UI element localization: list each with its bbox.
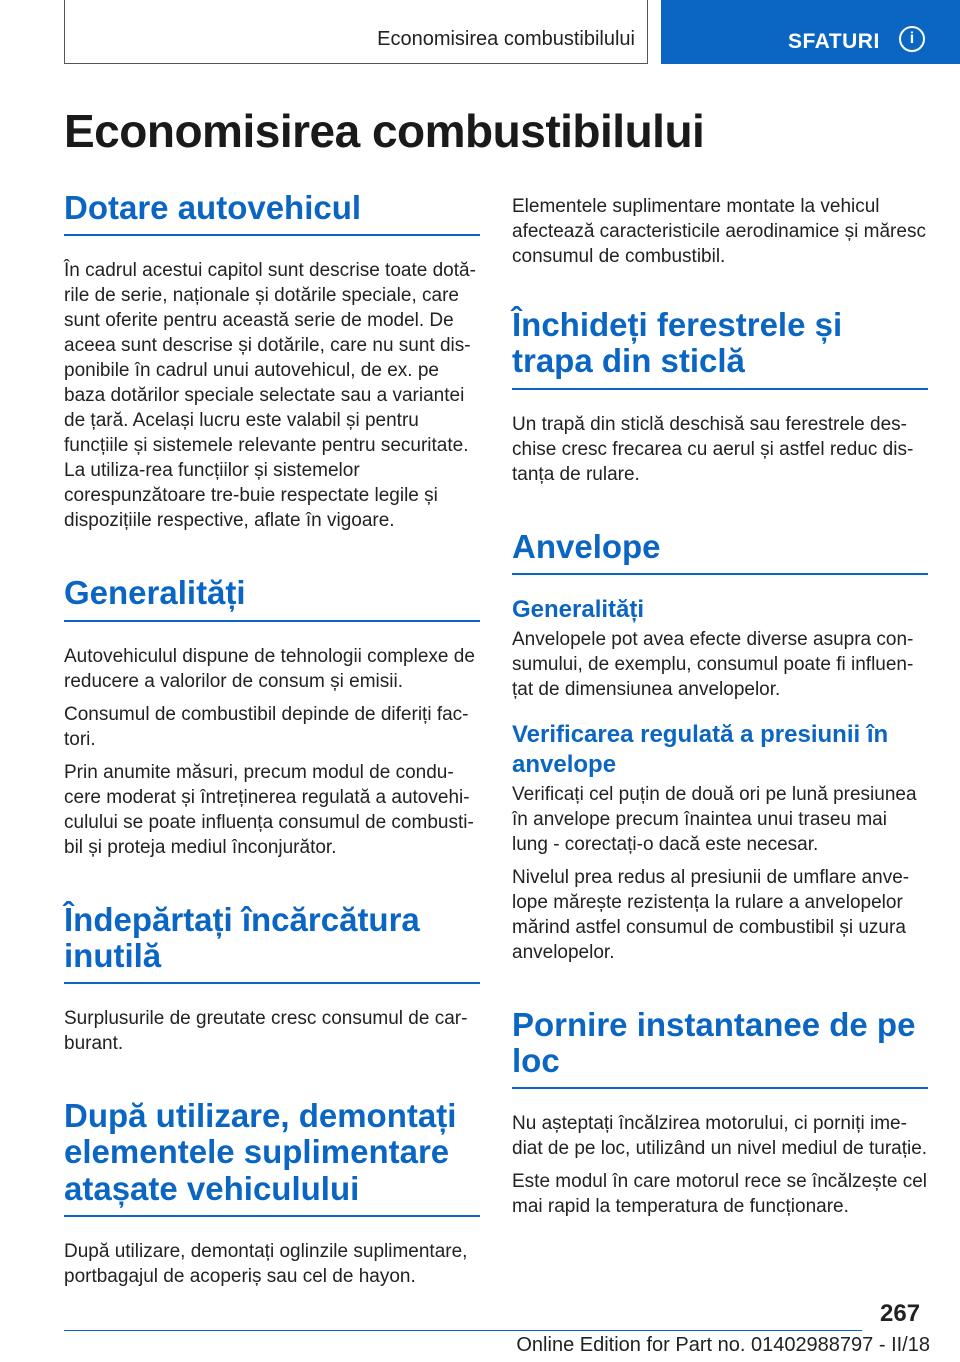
heading-anvelope: Anvelope: [512, 529, 928, 575]
footer-edition: Online Edition for Part no. 01402988797 - II/18: [516, 1334, 930, 1356]
paragraph: Nu așteptați încălzirea motorului, ci porniți ime-diat de pe loc, utilizând un nivel mediul de turație.: [512, 1113, 928, 1160]
page-title: Economisirea combustibilului: [64, 105, 705, 157]
heading-dupa-utilizare: După utilizare, demontați elementele suplimentare atașate vehiculului: [64, 1098, 480, 1217]
paragraph: Elementele suplimentare montate la vehicul afectează caracteristicile aerodinamice și măresc consumul de combustibil.: [512, 196, 926, 267]
header-section-title: Economisirea combustibilului: [377, 28, 635, 50]
header-tab-sfaturi[interactable]: [661, 0, 960, 64]
heading-dotare-autovehicul: Dotare autovehicul: [64, 190, 480, 236]
paragraph: După utilizare, demontați oglinzile suplimentare, portbagajul de acoperiș sau cel de hayon.: [64, 1241, 468, 1288]
heading-indepartati-incarcatura: Îndepărtați încărcătura inutilă: [64, 902, 480, 985]
heading-inchideti-ferestrele: Închideți ferestrele și trapa din sticlă: [512, 307, 928, 390]
header-tab-label: SFATURI: [788, 30, 880, 53]
paragraph: Nivelul prea redus al presiunii de umflare anve-lope mărește rezistența la rulare a anvelopelor mărind astfel consumul de combustibil și uzura anvelopelor.: [512, 866, 910, 963]
paragraph: Prin anumite măsuri, precum modul de condu-cere moderat și întreținerea regulată a autovehi-culului se poate influența consumul de combusti-bil și proteja mediul înconjurător.: [64, 761, 474, 858]
right-column: [512, 190, 928, 1219]
heading-generalitati: Generalități: [64, 575, 480, 621]
subheading-verificarea-presiunii: Verificarea regulată a presiunii în anvelope: [512, 720, 889, 778]
header-section-box: [64, 0, 648, 64]
footer-divider: [64, 1330, 862, 1331]
paragraph: Surplusurile de greutate cresc consumul de car-burant.: [64, 1008, 468, 1055]
paragraph: Autovehiculul dispune de tehnologii complexe de reducere a valorilor de consum și emisii.: [64, 645, 475, 692]
heading-pornire-instantanee: Pornire instantanee de pe loc: [512, 1007, 928, 1090]
paragraph: Este modul în care motorul rece se încălzește cel mai rapid la temperatura de funcționare.: [512, 1171, 928, 1218]
paragraph: Anvelopele pot avea efecte diverse asupra con-sumului, de exemplu, consumul poate fi influen-țat de dimensiunea anvelopelor.: [512, 628, 914, 700]
left-column: [64, 190, 480, 1289]
page-number: 267: [880, 1300, 921, 1327]
info-icon: i: [899, 26, 925, 52]
paragraph: Consumul de combustibil depinde de diferiți fac-tori.: [64, 703, 469, 750]
subheading-generalitati: Generalități: [512, 595, 645, 623]
paragraph: Un trapă din sticlă deschisă sau ferestrele des-chise cresc frecarea cu aerul și astfel reduc dis-tanța de rulare.: [512, 413, 914, 485]
paragraph: Verificați cel puțin de două ori pe lună presiunea în anvelope precum înaintea unui traseu mai lung - corectați-o dacă este necesar.: [512, 783, 917, 855]
paragraph: În cadrul acestui capitol sunt descrise toate dotă-rile de serie, naționale și dotările speciale, care sunt oferite pentru această serie de model. De aceea sunt descrise și dotările, care nu sunt dis-ponibile în cadrul unui autovehicul, de ex. pe baza dotărilor speciale selectate sau a variantei de țară. Același lucru este valabil și pentru funcțiile și sistemele relevante pentru securitate. La utiliza-rea funcțiilor și sistemelor corespunzătoare tre-buie respectate legile și dispozițiile respective, aflate în vigoare.: [64, 260, 476, 532]
